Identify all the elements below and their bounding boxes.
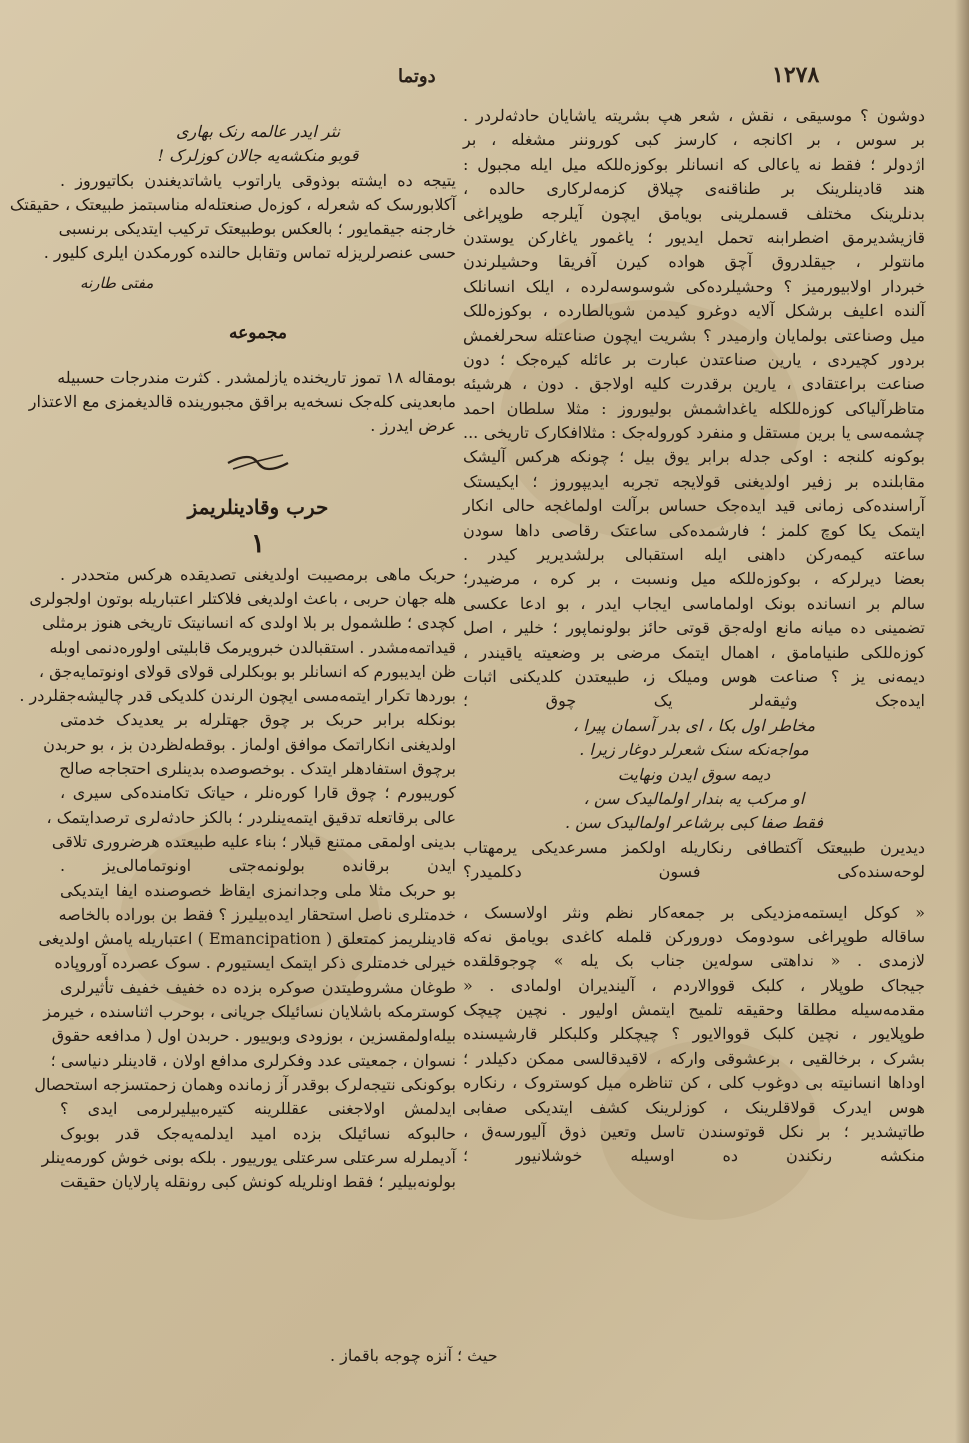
- text-line: سالم بر انسانده بونک اولماماسی ایجاب ایدر ، بو ادعا عکسی: [463, 593, 925, 613]
- text-line: لوحه‌سنده‌کی فسون دکلمیدر؟: [463, 862, 925, 882]
- text-line: مانتولر ، جیقلدروق آچق هواده کیرن آفریقا وحشیلرندن: [463, 252, 925, 272]
- text-line: بدینی اولمقی ممتنع قیلار ؛ بناء علیه طبیعتده هرضروری تلاقی: [51, 831, 456, 851]
- left-paragraph-5: [41, 1122, 456, 1195]
- text-line: ظن ایدیبورم که انسانلر بو بوبکلرلی قولای قولای اونوتمایه‌جق ،: [38, 661, 456, 681]
- left-paragraph-2: [28, 366, 456, 439]
- text-line: دیدیرن طبیعتک آکتطافی رنکاریله اولکمز مسرعدیکی یرمهتاب: [463, 837, 925, 857]
- text-line: مابعدینی کله‌جک نسخه‌یه براقق مجبورینده قالدیغمزی مع الاعتذار: [28, 392, 456, 412]
- text-line: کوزه‌للکی طنیامامق ، اهمال ایتمک مرضی بر وضعیته یاقیندر ،: [463, 642, 925, 662]
- text-line: بردور کچیردی ، یارین صناعتدن عبارت بر عائله کیره‌جک ؛ دون: [463, 349, 925, 369]
- text-line: « کوکل ایستمه‌مزدیکی بر جمعه‌کار نظم ونثر اولاسسک ،: [463, 902, 925, 922]
- text-line: حربک ماهی برمصیبت اولدیغنی تصدیقده هرکس متحددر .: [60, 564, 456, 584]
- text-line: بوکونکی نتیجه‌لرک بوقدر آز زمانده وهمان زحمتسزجه استحصال: [34, 1074, 456, 1094]
- text-line: هله جهان حربی ، باعث اولدیغی فلاکتلر اعتباریله بوتون اولجولری: [29, 588, 456, 608]
- text-line: تضمینی ده میانه مانع اوله‌جق قوتی حائز بولونماپور ؛ خلیر ، اصل: [463, 618, 925, 638]
- spacer: [60, 104, 456, 120]
- text-line: ایدن برقانده بولونمه‌جتی اونوتمامالی‌یز .: [60, 856, 456, 876]
- text-line: خیرلی خدمتلری ذکر ایتمک ایستیورم . سوک عصرده آوروپاده: [54, 953, 456, 973]
- text-line: میل وصناعتی بولمایان وارمیدر ؟ بشریت ایچون صناعتله سحرلغمش: [463, 325, 925, 345]
- text-line: مقدمه‌سیله مطلقا وحقیقه تلمیح ایتمش اولیور . نچین چیچک: [463, 1000, 925, 1020]
- text-line: دیمه‌نی یز ؟ صناعت هوس ومیلک ز، طبیعتدن کلدیکنی اثبات: [463, 666, 925, 686]
- left-paragraph-4: [34, 879, 456, 1122]
- text-line: دوشون ؟ موسیقی ، نقش ، شعر هپ بشریته یاشایان حادثه‌لردر .: [463, 106, 925, 125]
- left-poem: [60, 120, 456, 169]
- text-line: خدمتلری ناصل استحقار ایده‌بیلیرز ؟ فقط بن بوراده بالخاصه: [58, 904, 456, 924]
- poem-line: نثر ایدر عالمه رنک بهاری: [175, 122, 341, 141]
- left-paragraph-1: [9, 169, 456, 266]
- article-title: حرب وقادینلریمز: [187, 494, 329, 519]
- text-line: بعضا دیرلرکه ، بوکوزه‌للکه میل ونسبت ، بر کره ، مرضیدر؛: [463, 569, 925, 589]
- text-line: ایدلمش اولاجغنی عقللرینه کتیره‌بیلیرلرمی ایدی ؟: [60, 1099, 456, 1119]
- ornament-divider-icon: [223, 449, 293, 477]
- text-line: هوس ایدرک قولاقلرینک ، کوزلرینک کشف ایتدیکی صفابی: [463, 1097, 925, 1117]
- spacer: [463, 885, 925, 901]
- spacer: [60, 350, 456, 366]
- author-signature: مفتی طارنه: [80, 273, 154, 292]
- right-paragraph-2: [463, 567, 925, 713]
- text-line: بدنلرینک مختلف قسملرینی بویامق ایچون آیلرجه طوپراغی: [463, 203, 925, 223]
- text-line: بومقاله ۱۸ تموز تاریخنده یازلمشدر . کثرت مندرجات حسبیله: [57, 367, 456, 387]
- page-header: [0, 58, 969, 98]
- text-line: آلنده اعلیف برشکل آلایه دوغرو کیدمن شویالطارده ، بوکوزه‌للک: [463, 301, 925, 321]
- text-line: آراسنده‌کی زمانی قید ایده‌جک حساس برآلت اولماغجه حالی انکار: [463, 496, 925, 516]
- text-line: بوکونه کلنجه : اوکی جدله برابر یوق بیل ؛ چونکه هرکس آلیشک: [463, 447, 925, 467]
- poem-line: مخاطر اول بکا ، ای بدر آسمان پیرا ،: [572, 715, 816, 735]
- spacer: [60, 300, 456, 316]
- text-line: یتیجه ده ایشته بوذوقی یاراتوب یاشاتدیغندن بکاتیوروز .: [60, 170, 456, 190]
- left-column: [9, 104, 456, 1358]
- text-line: مقابلنده بر زفیر اولدیغنی قولایجه تجربه ایدیپوروز ؛ ایکیستک: [463, 471, 925, 491]
- text-line: بشرک ، برخالقیی ، برعشوقی وارکه ، لاقیدقالسی ممکن دکیلدر ؛: [463, 1048, 925, 1068]
- catchword: حیث ؛ آنزه چوجه باقماز .: [330, 1346, 498, 1365]
- text-line: آدیملرله سرعتلی سرعتلی یورییور . بلکه بونی خوش کورمه‌ینلر: [41, 1147, 456, 1167]
- text-line: خبردار اولابیورمیز ؟ وحشیلرده‌کی شوسوسه‌لرده ، ایلک انسانلک: [463, 276, 925, 296]
- left-paragraph-3: [19, 563, 456, 879]
- text-line: کوریبورم ؛ چوق قارا کوره‌نلر ، حیاتک تکامنده‌کی سیری ،: [60, 783, 456, 803]
- running-title: دوتما: [398, 66, 436, 87]
- text-line: عالی برقاتعله تدقیق ایتمه‌ینلردر ؛ بالکز حادثه‌لری ترصدایتمک ،: [46, 807, 456, 827]
- article-part-number: ۱: [251, 528, 265, 559]
- right-poem: [463, 714, 925, 836]
- text-line: حالبوکه نسائیلک بزده امید ایدلمه‌یه‌جک قدر بوبوک: [60, 1123, 456, 1143]
- text-line: چشمه‌سی یا برین مستقل و منفرد کوروله‌جک : مثلاافکارک تاریخی ...: [463, 423, 925, 443]
- text-line: طاتیشدیر ؛ بر نکل قوتوسندن تاسل وتعین ذوق آلیورسه‌ق ،: [463, 1122, 925, 1142]
- text-line: ایتمک یکا کوچ کلمز ؛ فارشمده‌کی ساعتک رقاصی داها سودن: [463, 520, 925, 540]
- right-paragraph-4: [463, 901, 925, 1169]
- poem-line: او مرکب یه بندار اولمالیدک سن ،: [583, 788, 805, 808]
- text-line: لازمدی . « نداهتی سوله‌ین جناب بک یله » چوجوقلقده: [463, 951, 926, 971]
- text-line: اولدیغنی انکاراتمک موافق اولماز . بوقطه‌لظردن بز ، بو حربدن: [43, 734, 456, 754]
- text-line: بر سوس ، بر اکانجه ، کارسز کبی کوروننر مشغله ، بر: [463, 130, 925, 150]
- right-paragraph-3: [463, 836, 925, 885]
- section-title: مجموعه: [229, 322, 287, 343]
- text-line: اژدولر ؛ فقط نه یاعالی که انسانلر بوکوزه‌للکه میل ایله مجبول :: [463, 154, 925, 174]
- text-line: نسوان ، جمعیتی عدد وفکرلری مدافع اولان ، قادینلر دنیاسی ؛: [50, 1050, 456, 1070]
- text-line: منکشه رنکندن ده اوسیله خوشلانیور ؛: [463, 1146, 925, 1166]
- text-line: کوسترمکه باشلایان نسائیلک جریانی ، بوحرب اثناسنده ، خیرمز: [43, 1002, 456, 1022]
- text-line: آکلابورسک که شعرله ، کوزه‌ل صنعتله‌له مناسبتمز طبیعتک ، حقیقتک: [9, 194, 456, 214]
- text-line: بوردها تکرار ایتمه‌مسی ایچون الرندن کلدیکی قدر چالیشه‌جقلردر .: [19, 686, 456, 706]
- poem-line: مواجه‌نکه سنک شعرلر دوغار زیرا .: [579, 740, 809, 760]
- text-line: قازیشدیرمق اضطرابنه تحمل ایدیور ؛ یاغمور یاغارکن یوستدن: [463, 227, 925, 247]
- page-number: ۱۲۷۸: [772, 62, 820, 88]
- text-line: قیداتمه‌مشدر . استقبالدن خبرویرمک قابلیتی اولوره‌دنمی اوبله: [49, 637, 456, 657]
- text-line: کچدی ؛ طلشمول بر بلا اولدی که انسانیتک تاریخی هنوز برمثلی: [42, 613, 456, 633]
- text-line: جیجاک طوپلار ، کلبک قووالاردم ، آلیندیران اولمادی . «: [463, 975, 925, 995]
- page-edge-shadow: [955, 0, 969, 1443]
- text-line: بولونه‌بیلیر ؛ فقط اونلریله کونش کبی رونقله پارلایان حقیقت: [60, 1172, 456, 1192]
- right-paragraph-1: [463, 104, 925, 567]
- poem-line: قوبو منکشه‌یه جالان کوزلرک !: [157, 146, 359, 166]
- text-line: بیله‌اولمقسزین ، بوزودی وبوییور . حربدن اول ( مدافعه حقوق: [51, 1026, 456, 1046]
- text-line: قادینلریمز کمتعلق ( Emancipation ) اعتباریله یامش اولدیغی: [38, 929, 456, 949]
- text-line: عرض ایدرز .: [370, 416, 456, 436]
- poem-line: دیمه سوق ایدن ونهایت: [617, 764, 771, 784]
- text-line: حسی عنصرلریزله تماس وتقابل حالنده کورمکدن ایلری کلیور .: [43, 243, 456, 263]
- text-line: ایده‌جک وثیقه‌لر یک چوق ؛: [463, 691, 925, 711]
- text-line: بونکله برابر حربک بر چوق جهتلرله بر یعدیدک خدمتی: [60, 710, 456, 730]
- text-line: ساقاله طوپراغی سودومک دورورکن قلمله کاغدی بویامق نه‌که: [463, 926, 925, 946]
- right-column: [463, 104, 925, 1329]
- text-line: طوغان مشروطیتدن صوکره بزده ده خفیف خفیف تأثیرلری: [60, 977, 456, 997]
- text-line: ساعته کیمه‌رکن داهنی ایله استقبالی برلشدیریر کیدر .: [463, 545, 925, 565]
- text-line: هند قادینلرینک بر طناقنه‌ی چیلاق کزمه‌لرکاری حالده ،: [463, 179, 925, 199]
- text-line: خارجنه جیقمایور ؛ بالعکس بوطبیعتک ترکیب ایتدیکی برنسبی: [58, 219, 456, 239]
- text-line: متاظرآلیاکی کوزه‌للکله یاغداشمش بولیوروز : مثلا سلطان احمد: [463, 398, 925, 418]
- poem-line: فقط صفا کبی برشاعر اولمالیدک سن .: [565, 813, 823, 833]
- text-line: برچوق استفادهلر ایتدک . بوخصوصده بدینلری احتجاجه صالح: [59, 759, 456, 779]
- text-line: صناعت براعتقادی ، یارین برقدرت کلیه اولاجق . دون ، هرشیئه: [463, 374, 925, 394]
- text-line: بو حربک مثلا ملی وجدانمزی ایقاظ خصوصنده ایفا ایتدیکی: [60, 880, 456, 900]
- text-line: اوداها انسانیته بی دوغوب کلی ، کن تناظره میل کوستروک ، رنکاره: [463, 1073, 925, 1093]
- text-line: طوپلایور ، نچین کلبک قووالایور ؟ چیچکلر وکلبکلر قارشیسنده: [463, 1024, 925, 1044]
